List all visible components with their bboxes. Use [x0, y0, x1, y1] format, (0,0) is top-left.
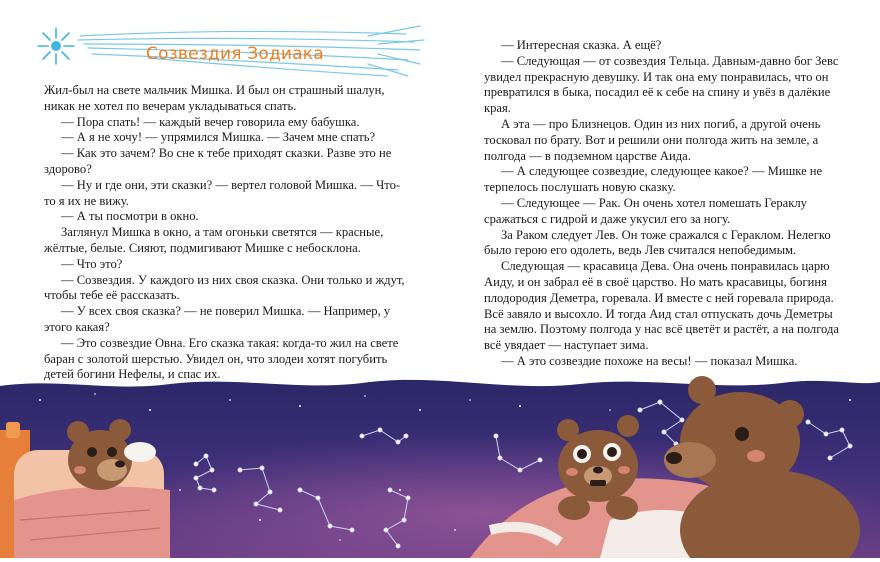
paragraph: Следующая — красавица Дева. Она очень понравилась царю Аиду, и он забрал её в своё царство. Но мать красавицы, богиня плодородия Деметра, горевала. И вместе с ней горевала природа. Всё завяло и высохло. И тогда Аид стал отпускать дочь Деметры на землю. Поэтому полгода у нас всё цветёт и растёт, а на полгода всё увядает — наступает зима. [484, 259, 839, 353]
paragraph: Заглянул Мишка в окно, а там огоньки светятся — красные, жёлтые, белые. Сияют, подмигивают Мишке с небосклона. [44, 225, 384, 255]
paragraph: А эта — про Близнецов. Один из них погиб, а другой очень тосковал по брату. Вот и решили они полгода жить на земле, а полгода — в подземном царстве Аида. [484, 116, 821, 163]
star-icon [38, 28, 74, 64]
paragraph: — А следующее созвездие, следующее какое? — Мишке не терпелось послушать новую сказку. [484, 164, 823, 195]
left-text-block [44, 83, 406, 383]
paragraph: — А ты посмотри в окно. [61, 209, 199, 224]
paragraph: — Созвездия. У каждого из них своя сказка. Они только и ждут, чтобы тебе её рассказать. [44, 272, 405, 303]
paragraph: — Следующая — от созвездия Тельца. Давным-давно бог Зевс увидел прекрасную девушку. И так она ему понравилась, что он превратился в быка, посадил её к себе на спину и увёз в далёкие края. [484, 53, 839, 116]
paragraph: — Что это? [61, 256, 123, 271]
paragraph: — Ну и где они, эти сказки? — вертел головой Мишка. — Что-то я их не вижу. [44, 177, 401, 208]
paragraph: — Как это зачем? Во сне к тебе приходят сказки. Разве это не здорово? [44, 146, 392, 176]
paragraph: — А я не хочу! — упрямился Мишка. — Зачем мне спать? [61, 130, 376, 145]
paragraph: За Раком следует Лев. Он тоже сражался с Гераклом. Нелегко было герою его одолеть, ведь Лев считался непобедимым. [484, 227, 831, 258]
title-banner [28, 14, 428, 84]
paragraph: — Это созвездие Овна. Его сказка такая: когда-то жил на свете баран с золотой шерстью. Увидел он, что злодеи хотят погубить детей богини Нефелы, и спас их. [44, 335, 399, 382]
paragraph: — У всех своя сказка? — не поверил Мишка. — Например, у этого какая? [44, 304, 391, 334]
night-sky-illustration [0, 370, 880, 558]
page-title: Созвездия Зодиака [146, 44, 324, 64]
paragraph: — Пора спать! — каждый вечер говорила ему бабушка. [61, 114, 360, 129]
paragraph: — Следующее — Рак. Он очень хотел помешать Гераклу сражаться с гидрой и даже укусил его за ногу. [484, 195, 807, 226]
right-text-block [484, 38, 846, 370]
paragraph: Жил-был на свете мальчик Мишка. И был он страшный шалун, никак не хотел по вечерам укладываться спать. [44, 83, 385, 113]
paragraph: — Интересная сказка. А ещё? [501, 38, 662, 52]
paragraph: — А это созвездие похоже на весы! — показал Мишка. [501, 353, 798, 368]
